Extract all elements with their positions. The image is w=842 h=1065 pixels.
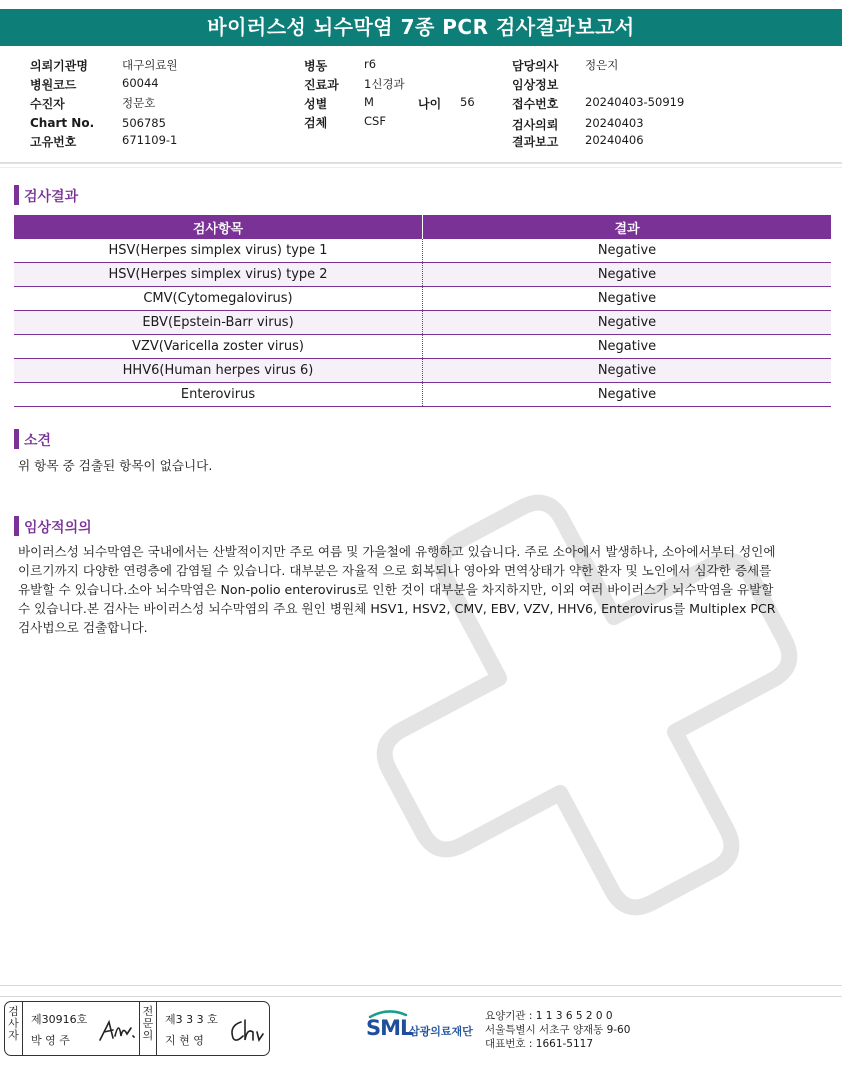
- role-char: 문: [142, 1017, 154, 1030]
- value-ward: r6: [364, 57, 377, 71]
- test-item: EBV(Epstein-Barr virus): [14, 311, 423, 335]
- test-result: Negative: [423, 263, 832, 287]
- test-result: Negative: [423, 311, 832, 335]
- value-unique-no: 671109-1: [122, 133, 178, 147]
- section-marker: [14, 516, 19, 536]
- sml-logo: [366, 1007, 486, 1051]
- contact-line: 요양기관 : 1 1 3 6 5 2 0 0: [485, 1010, 613, 1022]
- report-title: 바이러스성 뇌수막염 7종 PCR 검사결과보고서: [0, 9, 842, 46]
- logo-text: SML: [366, 1016, 413, 1040]
- table-row: [14, 239, 831, 263]
- contact-line: 서울특별시 서초구 양재동 9-60: [485, 1024, 631, 1036]
- label-report-date: 결과보고: [512, 135, 559, 149]
- results-section-title: 검사결과: [24, 189, 79, 205]
- clinical-line: 유발할 수 있습니다.소아 뇌수막염은 Non-polio enterovirus로 인한 것이 대부분을 차지하지만, 이외 여러 바이러스가 뇌수막염을 유발할: [18, 582, 774, 597]
- findings-section-title: 소견: [24, 433, 52, 449]
- role-char: 의: [142, 1029, 154, 1042]
- lab-contact: [485, 1009, 630, 1051]
- test-item: HSV(Herpes simplex virus) type 1: [14, 239, 423, 263]
- clinical-text: [18, 542, 828, 637]
- label-clinical-info: 임상정보: [512, 78, 559, 92]
- label-accession-no: 접수번호: [512, 97, 559, 111]
- specialist-license-no: 제3 3 3 호: [165, 1013, 218, 1026]
- info-divider-light: [0, 167, 842, 168]
- value-report-date: 20240406: [585, 133, 644, 147]
- results-table: [14, 215, 831, 407]
- header-result: 결과: [423, 215, 832, 239]
- label-patient: 수진자: [30, 97, 65, 111]
- test-item: Enterovirus: [14, 383, 423, 407]
- label-age: 나이: [418, 97, 442, 111]
- value-department: 1신경과: [364, 77, 405, 91]
- value-institution: 대구의료원: [122, 58, 178, 72]
- section-marker: [14, 429, 19, 449]
- signature-box: [4, 1001, 270, 1056]
- section-marker: [14, 185, 19, 205]
- test-result: Negative: [423, 287, 832, 311]
- contact-line: 대표번호 : 1661-5117: [485, 1038, 594, 1050]
- test-item: HHV6(Human herpes virus 6): [14, 359, 423, 383]
- value-accession-no: 20240403-50919: [585, 95, 685, 109]
- specialist-signature-icon: [227, 1016, 265, 1046]
- value-sex: M: [364, 95, 374, 109]
- findings-text: 위 항목 중 검출된 항목이 없습니다.: [18, 458, 213, 473]
- role-char: 전: [142, 1005, 154, 1018]
- table-row: [14, 383, 831, 407]
- value-request-date: 20240403: [585, 116, 644, 130]
- value-physician: 정은지: [585, 58, 619, 72]
- label-request-date: 검사의뢰: [512, 118, 559, 132]
- test-result: Negative: [423, 383, 832, 407]
- test-result: Negative: [423, 335, 832, 359]
- label-physician: 담당의사: [512, 59, 559, 73]
- specialist-role: [139, 1002, 157, 1055]
- examiner-license-no: 제30916호: [31, 1013, 88, 1026]
- label-specimen: 검체: [304, 116, 328, 130]
- footer-divider-light: [0, 996, 842, 997]
- test-item: CMV(Cytomegalovirus): [14, 287, 423, 311]
- value-patient: 정문호: [122, 96, 156, 110]
- table-row: [14, 311, 831, 335]
- role-char: 자: [8, 1029, 19, 1042]
- value-specimen: CSF: [364, 114, 386, 128]
- label-unique-no: 고유번호: [30, 135, 77, 149]
- role-char: 검: [8, 1005, 19, 1018]
- test-item: VZV(Varicella zoster virus): [14, 335, 423, 359]
- clinical-line: 이르기까지 다양한 연령층에 감염될 수 있습니다. 대부분은 자율적 으로 회복되나 영아와 면역상태가 약한 환자 및 노인에서 심각한 증세를: [18, 563, 772, 578]
- table-row: [14, 359, 831, 383]
- table-row: [14, 263, 831, 287]
- label-hospital-code: 병원코드: [30, 78, 77, 92]
- examiner-name: 박 영 주: [31, 1034, 70, 1047]
- patient-info: [0, 52, 842, 152]
- info-divider: [0, 162, 842, 164]
- footer-divider: [0, 985, 842, 986]
- label-institution: 의뢰기관명: [30, 59, 88, 73]
- value-chart-no: 506785: [122, 116, 166, 130]
- label-department: 진료과: [304, 78, 339, 92]
- value-age: 56: [460, 95, 475, 109]
- test-result: Negative: [423, 239, 832, 263]
- clinical-line: 검사법으로 검출합니다.: [18, 620, 148, 635]
- specialist-name: 지 현 영: [165, 1034, 204, 1047]
- clinical-line: 바이러스성 뇌수막염은 국내에서는 산발적이지만 주로 여름 및 가을철에 유행하고 있습니다. 주로 소아에서 발생하나, 소아에서부터 성인에: [18, 544, 776, 559]
- logo-org-name: 삼광의료재단: [409, 1025, 473, 1038]
- clinical-section-title: 임상적의의: [24, 520, 92, 536]
- table-row: [14, 287, 831, 311]
- table-row: [14, 335, 831, 359]
- label-ward: 병동: [304, 59, 328, 73]
- label-sex: 성별: [304, 97, 328, 111]
- role-char: 사: [8, 1017, 19, 1030]
- value-hospital-code: 60044: [122, 76, 159, 90]
- header-test-item: 검사항목: [14, 215, 423, 239]
- clinical-line: 수 있습니다.본 검사는 바이러스성 뇌수막염의 주요 원인 병원체 HSV1, HSV2, CMV, EBV, VZV, HHV6, Enterovirus를 Multiplex PCR: [18, 601, 776, 616]
- test-result: Negative: [423, 359, 832, 383]
- test-item: HSV(Herpes simplex virus) type 2: [14, 263, 423, 287]
- label-chart-no: Chart No.: [30, 116, 95, 130]
- examiner-signature-icon: [97, 1016, 137, 1046]
- examiner-role: [5, 1002, 23, 1055]
- results-table-header: [14, 215, 831, 239]
